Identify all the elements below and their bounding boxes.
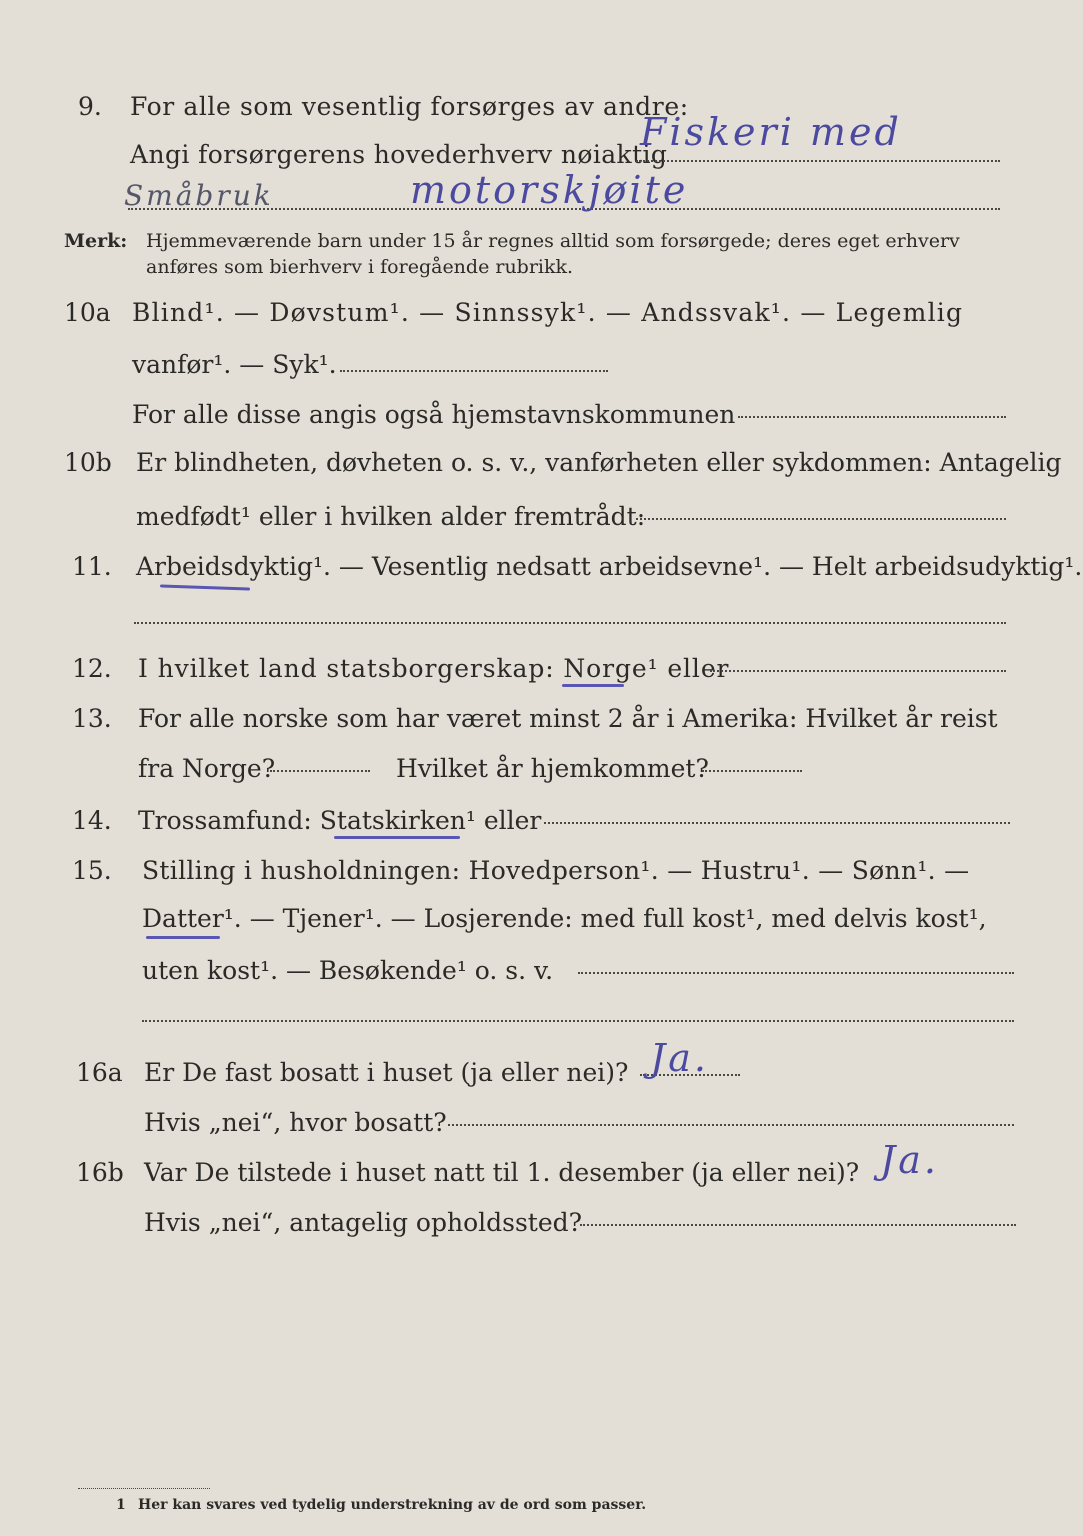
q16a-line1: Er De fast bosatt i huset (ja eller nei)?	[144, 1058, 629, 1087]
q15-answer-line2	[142, 1020, 1014, 1022]
q9-answer-line1	[636, 160, 1000, 162]
q10a-answer-line2	[738, 416, 1006, 418]
q16a-handwritten-answer: Ja.	[650, 1036, 709, 1080]
merk-line2: anføres som bierhverv i foregående rubrikk.	[146, 256, 574, 278]
q10b-line2: medfødt¹ eller i hvilken alder fremtrådt:	[136, 502, 646, 531]
merk-line1: Hjemmeværende barn under 15 år regnes alltid som forsørgede; deres eget erhverv	[146, 230, 960, 252]
q14-answer-line	[544, 822, 1010, 824]
q9-handwritten-answer1: Fiskeri med	[640, 110, 902, 154]
q12-underline-mark	[562, 684, 624, 687]
q11-number: 11.	[72, 552, 112, 581]
q14-line1: Trossamfund: Statskirken¹ eller	[138, 806, 542, 835]
q13-number: 13.	[72, 704, 112, 733]
footnote-rule	[78, 1488, 210, 1489]
q10a-line1: Blind¹. — Døvstum¹. — Sinnssyk¹. — Andssvak¹. — Legemlig	[132, 298, 964, 327]
q12-line1: I hvilket land statsborgerskap: Norge¹ eller	[138, 654, 730, 683]
q16a-answer-line2	[448, 1124, 1014, 1126]
q13-line2a: fra Norge?	[138, 754, 276, 783]
q13-line1: For alle norske som har været minst 2 år i Amerika: Hvilket år reist	[138, 704, 998, 733]
q16a-number: 16a	[76, 1058, 123, 1087]
q15-underline-mark	[146, 936, 220, 939]
q16a-line2: Hvis „nei“, hvor bosatt?	[144, 1108, 447, 1137]
q12-number: 12.	[72, 654, 112, 683]
q10b-line1: Er blindheten, døvheten o. s. v., vanførheten eller sykdommen: Antagelig	[136, 448, 1062, 477]
q16b-number: 16b	[76, 1158, 124, 1187]
q13-answer-line2	[702, 770, 802, 772]
q16b-line2: Hvis „nei“, antagelig opholdssted?	[144, 1208, 583, 1237]
q16b-handwritten-answer: Ja.	[880, 1138, 939, 1182]
q10b-answer-line	[636, 518, 1006, 520]
q11-line1: Arbeidsdyktig¹. — Vesentlig nedsatt arbeidsevne¹. — Helt arbeidsudyktig¹.	[136, 552, 1083, 581]
merk-label: Merk:	[64, 230, 128, 252]
q12-answer-line	[710, 670, 1006, 672]
q15-answer-line1	[578, 972, 1014, 974]
q10b-number: 10b	[64, 448, 112, 477]
q15-number: 15.	[72, 856, 112, 885]
q16b-answer-line	[580, 1224, 1016, 1226]
q9-line2: Angi forsørgerens hovederhverv nøiaktig	[130, 140, 668, 169]
q10a-line2: vanfør¹. — Syk¹.	[132, 350, 337, 379]
q13-line2b: Hvilket år hjemkommet?	[396, 754, 709, 783]
q15-line2: Datter¹. — Tjener¹. — Losjerende: med full kost¹, med delvis kost¹,	[142, 904, 987, 933]
q15-line3: uten kost¹. — Besøkende¹ o. s. v.	[142, 956, 554, 985]
q10a-line3: For alle disse angis også hjemstavnskommunen	[132, 400, 736, 429]
q9-handwritten-answer2a: Småbruk	[124, 179, 274, 212]
q9-handwritten-answer2b: motorskjøite	[410, 168, 689, 212]
q14-number: 14.	[72, 806, 112, 835]
footnote-mark: 1	[116, 1497, 126, 1513]
q10a-number: 10a	[64, 298, 111, 327]
q9-line1: For alle som vesentlig forsørges av andre:	[130, 92, 689, 121]
q14-underline-mark	[334, 836, 460, 839]
q9-number: 9.	[78, 92, 102, 121]
q15-line1: Stilling i husholdningen: Hovedperson¹. — Hustru¹. — Sønn¹. —	[142, 856, 970, 885]
q13-answer-line1	[270, 770, 370, 772]
q11-underline-mark	[160, 584, 250, 590]
footnote-text: Her kan svares ved tydelig understrekning av de ord som passer.	[138, 1497, 647, 1513]
q10a-answer-line1	[340, 370, 608, 372]
q16b-line1: Var De tilstede i huset natt til 1. desember (ja eller nei)?	[144, 1158, 860, 1187]
q11-answer-line	[134, 622, 1006, 624]
